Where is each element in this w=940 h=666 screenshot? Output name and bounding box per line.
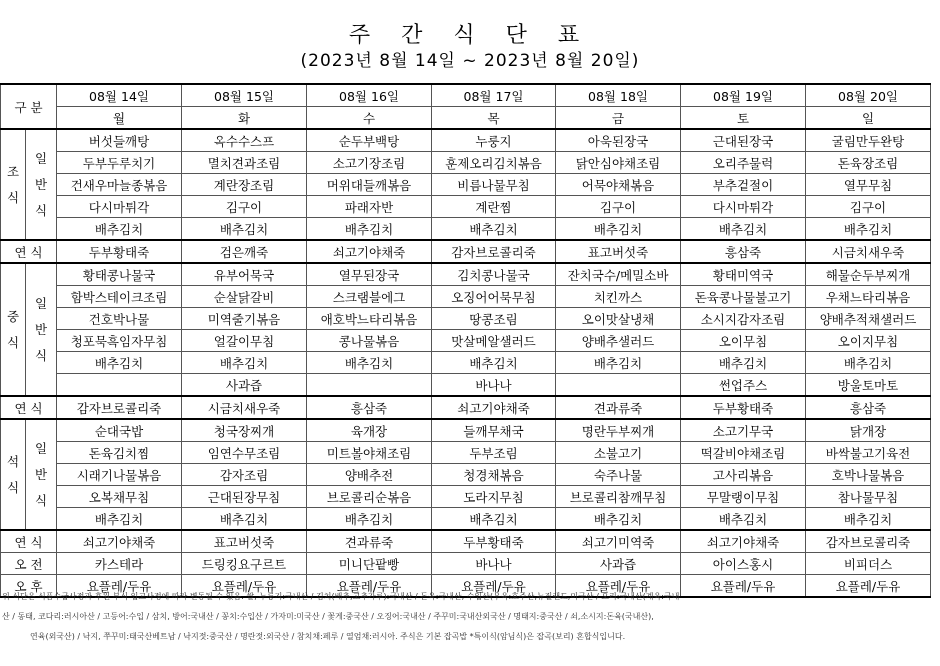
menu-cell: 배추김치 bbox=[432, 352, 556, 374]
menu-cell: 요플레/두유 bbox=[57, 575, 182, 598]
menu-cell: 화 bbox=[182, 107, 307, 130]
menu-cell: 배추김치 bbox=[57, 352, 182, 374]
menu-cell: 카스테라 bbox=[57, 553, 182, 575]
menu-cell: 해물순두부찌개 bbox=[806, 263, 931, 286]
menu-cell: 참나물무침 bbox=[806, 486, 931, 508]
menu-cell: 배추김치 bbox=[307, 508, 432, 531]
menu-cell: 표고버섯죽 bbox=[182, 530, 307, 553]
menu-cell bbox=[307, 374, 432, 397]
lunch-label: 중 식 bbox=[1, 263, 26, 396]
menu-cell: 두부두루치기 bbox=[57, 152, 182, 174]
menu-cell: 배추김치 bbox=[307, 352, 432, 374]
menu-cell: 배추김치 bbox=[556, 352, 681, 374]
menu-cell: 파래자반 bbox=[307, 196, 432, 218]
menu-cell: 함박스테이크조림 bbox=[57, 286, 182, 308]
table-row bbox=[1, 530, 931, 553]
menu-cell: 배추김치 bbox=[806, 352, 931, 374]
menu-cell: 다시마튀각 bbox=[681, 196, 806, 218]
menu-cell: 썬업주스 bbox=[681, 374, 806, 397]
menu-cell: 오리주물럭 bbox=[681, 152, 806, 174]
menu-cell: 표고버섯죽 bbox=[556, 240, 681, 263]
menu-cell: 배추김치 bbox=[57, 508, 182, 531]
menu-cell: 육개장 bbox=[307, 419, 432, 442]
menu-cell: 스크램블에그 bbox=[307, 286, 432, 308]
menu-cell: 멸치견과조림 bbox=[182, 152, 307, 174]
general-diet-label: 일 반 식 bbox=[26, 419, 57, 530]
menu-cell: 유부어묵국 bbox=[182, 263, 307, 286]
afternoon-snack-label: 오 후 bbox=[1, 575, 57, 598]
menu-cell: 돈육장조림 bbox=[806, 152, 931, 174]
menu-cell: 황태미역국 bbox=[681, 263, 806, 286]
menu-cell: 일 bbox=[806, 107, 931, 130]
dinner-label: 석 식 bbox=[1, 419, 26, 530]
menu-cell: 숙주나물 bbox=[556, 464, 681, 486]
menu-cell: 돈육콩나물불고기 bbox=[681, 286, 806, 308]
menu-cell: 미트볼야채조림 bbox=[307, 442, 432, 464]
menu-cell: 08월 18일 bbox=[556, 84, 681, 107]
menu-cell: 배추김치 bbox=[307, 218, 432, 241]
general-diet-label: 일 반 식 bbox=[26, 129, 57, 240]
menu-cell: 감자브로콜리죽 bbox=[432, 240, 556, 263]
menu-cell: 명란두부찌개 bbox=[556, 419, 681, 442]
menu-cell: 순대국밥 bbox=[57, 419, 182, 442]
menu-cell: 목 bbox=[432, 107, 556, 130]
menu-cell: 쇠고기미역죽 bbox=[556, 530, 681, 553]
menu-cell: 머위대들깨볶음 bbox=[307, 174, 432, 196]
menu-cell: 양배추전 bbox=[307, 464, 432, 486]
menu-cell: 두부조림 bbox=[432, 442, 556, 464]
menu-cell: 비피더스 bbox=[806, 553, 931, 575]
table-row bbox=[1, 174, 931, 196]
menu-cell: 소고기무국 bbox=[681, 419, 806, 442]
menu-cell: 쇠고기야채죽 bbox=[57, 530, 182, 553]
table-row bbox=[1, 508, 931, 531]
menu-cell: 금 bbox=[556, 107, 681, 130]
menu-cell: 미역줄기볶음 bbox=[182, 308, 307, 330]
menu-cell: 순두부백탕 bbox=[307, 129, 432, 152]
menu-cell: 아이스홍시 bbox=[681, 553, 806, 575]
menu-cell: 쇠고기야채죽 bbox=[307, 240, 432, 263]
snack-label: 연 식 bbox=[1, 530, 57, 553]
footnote-line: 위 식단은 식품수급사정과 후원 부식 입고사정에 따라 변동될 수 있음. 쌀, 누룽지:국내산 / 김치(배추,고추가루):국내산 / 돈육:국내산, 수입산(우육:호주산,뉴질랜드,미국산 / 오리:국내산(계육:국내 bbox=[2, 592, 680, 601]
menu-cell: 부추겉절이 bbox=[681, 174, 806, 196]
menu-cell: 흥삼죽 bbox=[681, 240, 806, 263]
table-row bbox=[1, 553, 931, 575]
menu-cell: 배추김치 bbox=[806, 218, 931, 241]
menu-cell: 건호박나물 bbox=[57, 308, 182, 330]
menu-cell: 요플레/두유 bbox=[681, 575, 806, 598]
menu-cell: 훈제오리김치볶음 bbox=[432, 152, 556, 174]
menu-cell: 흥삼죽 bbox=[307, 396, 432, 419]
menu-cell: 굴림만두완탕 bbox=[806, 129, 931, 152]
snack-label: 연 식 bbox=[1, 396, 57, 419]
menu-cell: 배추김치 bbox=[556, 218, 681, 241]
menu-cell: 브로콜리참깨무침 bbox=[556, 486, 681, 508]
menu-cell: 두부황태죽 bbox=[57, 240, 182, 263]
menu-cell: 배추김치 bbox=[681, 508, 806, 531]
table-row bbox=[1, 263, 931, 286]
table-row bbox=[1, 107, 931, 130]
menu-cell: 근대된장무침 bbox=[182, 486, 307, 508]
menu-cell: 요플레/두유 bbox=[432, 575, 556, 598]
menu-cell: 소고기장조림 bbox=[307, 152, 432, 174]
menu-cell: 두부황태죽 bbox=[681, 396, 806, 419]
menu-cell: 버섯들깨탕 bbox=[57, 129, 182, 152]
menu-cell: 황태콩나물국 bbox=[57, 263, 182, 286]
menu-cell: 브로콜리순볶음 bbox=[307, 486, 432, 508]
menu-cell: 김구이 bbox=[182, 196, 307, 218]
table-row bbox=[1, 196, 931, 218]
menu-cell: 순살닭갈비 bbox=[182, 286, 307, 308]
general-diet-label: 일 반 식 bbox=[26, 263, 57, 396]
menu-cell: 감자조림 bbox=[182, 464, 307, 486]
menu-cell: 치킨까스 bbox=[556, 286, 681, 308]
menu-cell: 수 bbox=[307, 107, 432, 130]
menu-cell: 월 bbox=[57, 107, 182, 130]
table-row bbox=[1, 442, 931, 464]
menu-cell: 소시지감자조림 bbox=[681, 308, 806, 330]
menu-cell: 배추김치 bbox=[182, 508, 307, 531]
menu-cell: 배추김치 bbox=[432, 508, 556, 531]
menu-cell: 열무된장국 bbox=[307, 263, 432, 286]
breakfast-label: 조 식 bbox=[1, 129, 26, 240]
menu-cell: 호박나물볶음 bbox=[806, 464, 931, 486]
footnotes bbox=[0, 587, 940, 647]
menu-cell: 배추김치 bbox=[182, 218, 307, 241]
weekly-menu-table bbox=[0, 83, 931, 598]
menu-cell: 배추김치 bbox=[182, 352, 307, 374]
table-row bbox=[1, 330, 931, 352]
menu-cell: 08월 15일 bbox=[182, 84, 307, 107]
menu-cell: 청경채볶음 bbox=[432, 464, 556, 486]
menu-cell: 맛살메알샐러드 bbox=[432, 330, 556, 352]
menu-cell: 토 bbox=[681, 107, 806, 130]
footnote-line: 연육(외국산) / 낙지, 쭈꾸미:태국산베트남 / 낙지젓:중국산 / 명란젓:외국산 / 참치채:페루 / 열엄채:러시아. 주식은 기본 잡곡밥 *특이식(암님식)은 잡곡(보리) 혼합식입니다. bbox=[30, 632, 626, 641]
menu-cell: 요플레/두유 bbox=[182, 575, 307, 598]
menu-cell: 비름나물무침 bbox=[432, 174, 556, 196]
gubun-label: 구 분 bbox=[1, 84, 57, 129]
menu-cell: 청포묵흑임자무침 bbox=[57, 330, 182, 352]
menu-cell: 무말랭이무침 bbox=[681, 486, 806, 508]
menu-cell: 들깨무채국 bbox=[432, 419, 556, 442]
menu-cell: 청국장찌개 bbox=[182, 419, 307, 442]
menu-cell: 배추김치 bbox=[806, 508, 931, 531]
menu-cell: 08월 20일 bbox=[806, 84, 931, 107]
menu-cell: 고사리볶음 bbox=[681, 464, 806, 486]
footnote-line: 산 / 동태, 코다리:러시아산 / 고등어:수입 / 삼치, 방어:국내산 / 꽁치:수입산 / 가자미:미국산 / 꽃게:중국산 / 오징어:국내산 / 주꾸미:국내산외국산 / 명태지:중국산 / 쇠,소시지:돈육(국내산), bbox=[2, 612, 654, 621]
menu-cell: 소불고기 bbox=[556, 442, 681, 464]
menu-cell bbox=[556, 374, 681, 397]
menu-cell: 흥삼죽 bbox=[806, 396, 931, 419]
menu-cell: 계란장조림 bbox=[182, 174, 307, 196]
menu-cell: 오복채무침 bbox=[57, 486, 182, 508]
menu-cell: 배추김치 bbox=[681, 352, 806, 374]
menu-cell: 요플레/두유 bbox=[556, 575, 681, 598]
table-row bbox=[1, 464, 931, 486]
menu-cell bbox=[57, 374, 182, 397]
menu-cell: 08월 14일 bbox=[57, 84, 182, 107]
menu-cell: 감자브로콜리죽 bbox=[57, 396, 182, 419]
menu-cell: 양배추적채샐러드 bbox=[806, 308, 931, 330]
table-row bbox=[1, 286, 931, 308]
menu-cell: 견과류죽 bbox=[556, 396, 681, 419]
menu-cell: 얼갈이무침 bbox=[182, 330, 307, 352]
menu-cell: 계란찜 bbox=[432, 196, 556, 218]
menu-cell: 근대된장국 bbox=[681, 129, 806, 152]
menu-cell: 옥수수스프 bbox=[182, 129, 307, 152]
table-row bbox=[1, 129, 931, 152]
menu-cell: 돈육김치찜 bbox=[57, 442, 182, 464]
menu-cell: 아욱된장국 bbox=[556, 129, 681, 152]
date-range: (2023년 8월 14일 ~ 2023년 8월 20일) bbox=[300, 51, 640, 71]
menu-cell: 김치콩나물국 bbox=[432, 263, 556, 286]
menu-cell: 08월 17일 bbox=[432, 84, 556, 107]
menu-cell: 닭안심야채조림 bbox=[556, 152, 681, 174]
menu-cell: 요플레/두유 bbox=[806, 575, 931, 598]
menu-cell: 바나나 bbox=[432, 374, 556, 397]
menu-cell: 양배추샐러드 bbox=[556, 330, 681, 352]
menu-cell: 시금치새우죽 bbox=[182, 396, 307, 419]
menu-cell: 임연수무조림 bbox=[182, 442, 307, 464]
menu-cell: 시래기나물볶음 bbox=[57, 464, 182, 486]
table-row bbox=[1, 419, 931, 442]
menu-cell: 사과즙 bbox=[182, 374, 307, 397]
table-row bbox=[1, 486, 931, 508]
menu-cell: 오징어어묵무침 bbox=[432, 286, 556, 308]
menu-cell: 바싹불고기육전 bbox=[806, 442, 931, 464]
page-title: 주 간 식 단 표 bbox=[348, 23, 592, 48]
menu-cell: 견과류죽 bbox=[307, 530, 432, 553]
morning-snack-label: 오 전 bbox=[1, 553, 57, 575]
menu-cell: 김구이 bbox=[806, 196, 931, 218]
table-row bbox=[1, 308, 931, 330]
menu-cell: 다시마튀각 bbox=[57, 196, 182, 218]
menu-cell: 닭개장 bbox=[806, 419, 931, 442]
menu-cell: 쇠고기야채죽 bbox=[681, 530, 806, 553]
menu-cell: 미니단팥빵 bbox=[307, 553, 432, 575]
menu-cell: 드링킹요구르트 bbox=[182, 553, 307, 575]
menu-cell: 우채느타리볶음 bbox=[806, 286, 931, 308]
table-row bbox=[1, 152, 931, 174]
menu-cell: 열무무침 bbox=[806, 174, 931, 196]
menu-cell: 누룽지 bbox=[432, 129, 556, 152]
menu-cell: 김구이 bbox=[556, 196, 681, 218]
menu-cell: 시금치새우죽 bbox=[806, 240, 931, 263]
menu-cell: 검은깨죽 bbox=[182, 240, 307, 263]
menu-cell: 땅콩조림 bbox=[432, 308, 556, 330]
menu-cell: 감자브로콜리죽 bbox=[806, 530, 931, 553]
table-row bbox=[1, 374, 931, 397]
menu-cell: 배추김치 bbox=[681, 218, 806, 241]
menu-cell: 잔치국수/메밀소바 bbox=[556, 263, 681, 286]
menu-cell: 오이지무침 bbox=[806, 330, 931, 352]
menu-cell: 애호박느타리볶음 bbox=[307, 308, 432, 330]
menu-cell: 오이맛살냉채 bbox=[556, 308, 681, 330]
table-row bbox=[1, 84, 931, 107]
menu-cell: 배추김치 bbox=[432, 218, 556, 241]
menu-cell: 방울토마토 bbox=[806, 374, 931, 397]
menu-cell: 바나나 bbox=[432, 553, 556, 575]
menu-cell: 08월 16일 bbox=[307, 84, 432, 107]
menu-cell: 08월 19일 bbox=[681, 84, 806, 107]
menu-cell: 요플레/두유 bbox=[307, 575, 432, 598]
menu-cell: 떡갈비야채조림 bbox=[681, 442, 806, 464]
menu-cell: 건새우마늘종볶음 bbox=[57, 174, 182, 196]
table-row bbox=[1, 218, 931, 241]
menu-cell: 사과즙 bbox=[556, 553, 681, 575]
menu-cell: 두부황태죽 bbox=[432, 530, 556, 553]
menu-cell: 오이무침 bbox=[681, 330, 806, 352]
menu-cell: 콩나물볶음 bbox=[307, 330, 432, 352]
table-row bbox=[1, 240, 931, 263]
table-row bbox=[1, 396, 931, 419]
menu-cell: 배추김치 bbox=[556, 508, 681, 531]
table-row bbox=[1, 352, 931, 374]
snack-label: 연 식 bbox=[1, 240, 57, 263]
menu-cell: 어묵야채볶음 bbox=[556, 174, 681, 196]
menu-cell: 도라지무침 bbox=[432, 486, 556, 508]
menu-cell: 배추김치 bbox=[57, 218, 182, 241]
menu-cell: 쇠고기야채죽 bbox=[432, 396, 556, 419]
